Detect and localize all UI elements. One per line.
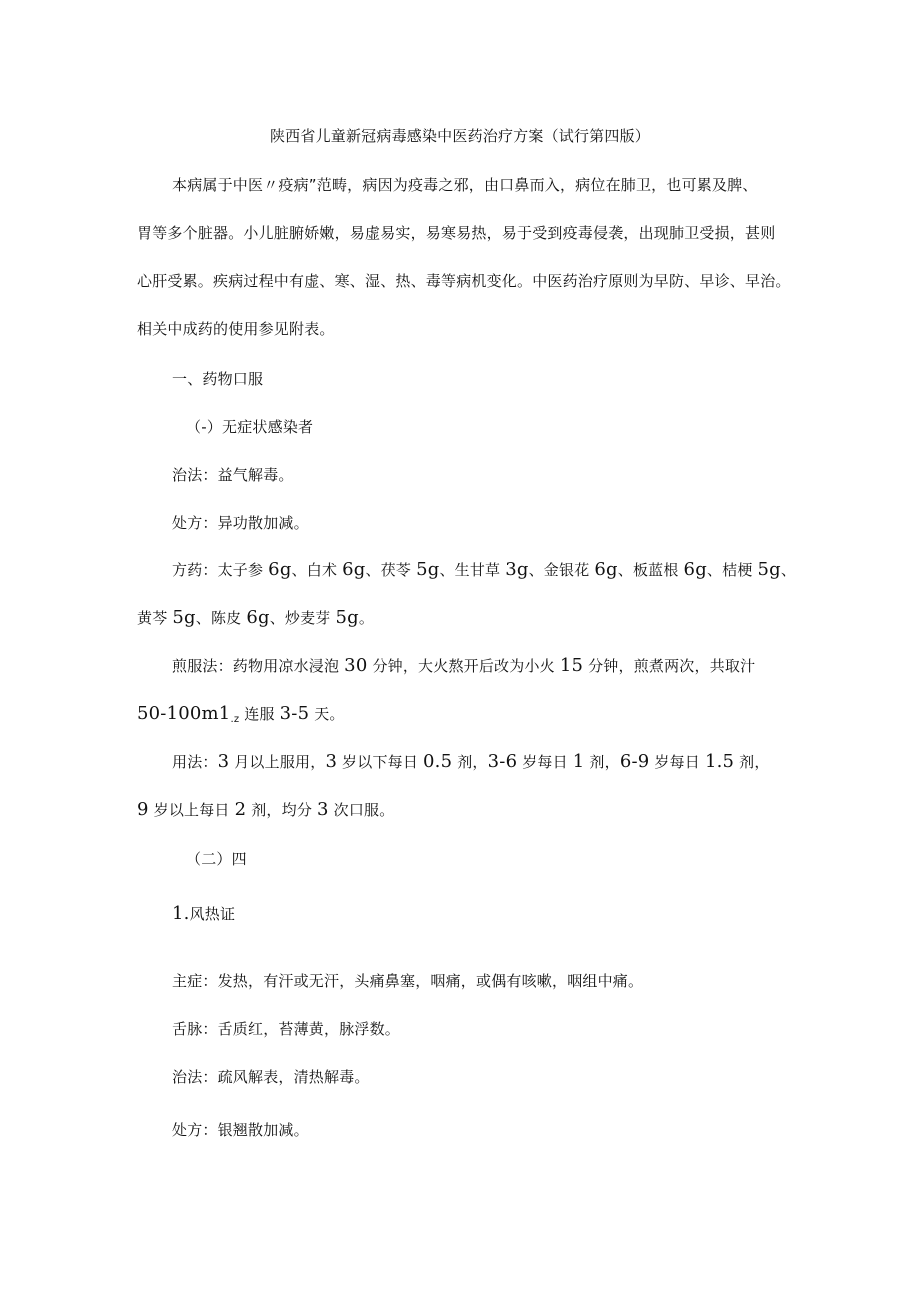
herb-dose: 6g (683, 559, 707, 580)
herb-dose: 3g (505, 559, 529, 580)
herb-text: 、生甘草 (439, 561, 506, 579)
herbs-line (172, 560, 796, 580)
treatment-line: 治法：益气解毒。 (172, 466, 294, 484)
herb-text: 、茯苓 (365, 561, 417, 579)
tongue-pulse-line: 舌脉：舌质红，苔薄黄，脉浮数。 (172, 1020, 401, 1038)
herb-dose: 6g (246, 607, 270, 628)
item-heading (172, 904, 235, 924)
decoction-text: 煎服法：药物用凉水浸泡 (172, 657, 345, 675)
prescription-line: 处方：银翘散加减。 (172, 1121, 309, 1139)
herb-dose: 6g (268, 559, 292, 580)
herb-dose: 5g (416, 559, 440, 580)
herb-text: 、金银花 (528, 561, 595, 579)
section-heading: 一、药物口服 (172, 370, 264, 388)
decoction-number: 50-100m1 (137, 703, 231, 724)
usage-text: 岁以上每日 (148, 801, 235, 819)
usage-number: 3-6 (487, 751, 518, 772)
usage-number: 9 (137, 799, 149, 820)
usage-number: 3 (325, 751, 338, 772)
usage-line (137, 800, 394, 820)
herb-text: 、白术 (291, 561, 343, 579)
decoction-text: 分钟，煎煮两次，共取汁 (583, 657, 756, 675)
herb-text: 、陈皮 (195, 609, 247, 627)
usage-text: 剂， (584, 753, 620, 771)
herb-text: 、 (780, 561, 797, 579)
usage-number: 1.5 (704, 751, 735, 772)
item-label: 风热证 (189, 905, 236, 923)
decoction-text: 天。 (309, 705, 345, 723)
decoction-subscript: .z (230, 714, 240, 725)
decoction-line (137, 704, 345, 727)
herb-dose: 5g (335, 607, 359, 628)
herb-dose: 6g (594, 559, 618, 580)
usage-number: 1 (572, 751, 585, 772)
usage-number: 3 (217, 751, 230, 772)
usage-line (172, 752, 770, 772)
usage-text: 岁每日 (649, 753, 705, 771)
usage-number: 3 (317, 799, 329, 820)
herb-text: 、炒麦芽 (269, 609, 336, 627)
usage-text: 用法： (172, 753, 218, 771)
herb-dose: 6g (342, 559, 366, 580)
usage-text: 剂，均分 (246, 801, 317, 819)
decoction-text: 分钟，大火熬开后改为小火 (367, 657, 560, 675)
usage-text: 剂， (452, 753, 488, 771)
herb-text: 方药：太子参 (172, 561, 269, 579)
decoction-number: 3-5 (279, 703, 310, 724)
prescription-line: 处方：异功散加减。 (172, 514, 309, 532)
symptoms-line: 主症：发热，有汗或无汗，头痛鼻塞，咽痛，或偶有咳嗽，咽组中痛。 (172, 972, 644, 990)
herb-text: 。 (358, 609, 375, 627)
item-number: 1. (172, 903, 190, 924)
usage-text: 剂， (734, 753, 770, 771)
treatment-line: 治法：疏风解表，清热解毒。 (172, 1068, 370, 1086)
intro-paragraph-line: 相关中成药的使用参见附表。 (137, 320, 335, 338)
usage-text: 月以上服用， (229, 753, 326, 771)
subsection-heading: （二）四 (186, 850, 247, 868)
herb-text: 黄芩 (137, 609, 173, 627)
usage-text: 岁每日 (517, 753, 573, 771)
usage-number: 0.5 (423, 751, 453, 772)
usage-number: 6-9 (619, 751, 650, 772)
document-title: 陕西省儿童新冠病毒感染中医药治疗方案（试行第四版） (269, 127, 650, 145)
herb-dose: 5g (172, 607, 196, 628)
decoction-text: 连服 (239, 705, 280, 723)
decoction-number: 30 (344, 655, 368, 676)
herb-text: 、桔梗 (706, 561, 758, 579)
usage-text: 岁以下每日 (337, 753, 424, 771)
herbs-line (137, 608, 374, 628)
herb-text: 、板蓝根 (617, 561, 684, 579)
intro-paragraph-line: 胃等多个脏器。小儿脏腑娇嫩，易虚易实，易寒易热，易于受到疫毒侵袭，出现肺卫受损，甚则 (137, 224, 776, 242)
intro-paragraph-line: 本病属于中医〃疫病”范畴，病因为疫毒之邪，由口鼻而入，病位在肺卫，也可累及脾、 (172, 176, 758, 194)
decoction-line (172, 656, 755, 676)
herb-dose: 5g (757, 559, 781, 580)
usage-text: 次口服。 (328, 801, 395, 819)
intro-paragraph-line: 心肝受累。疾病过程中有虚、寒、湿、热、毒等病机变化。中医药治疗原则为早防、早诊、早治。 (137, 272, 791, 290)
subsection-heading: （-）无症状感染者 (186, 418, 314, 436)
usage-number: 2 (234, 799, 247, 820)
decoction-number: 15 (559, 655, 584, 676)
